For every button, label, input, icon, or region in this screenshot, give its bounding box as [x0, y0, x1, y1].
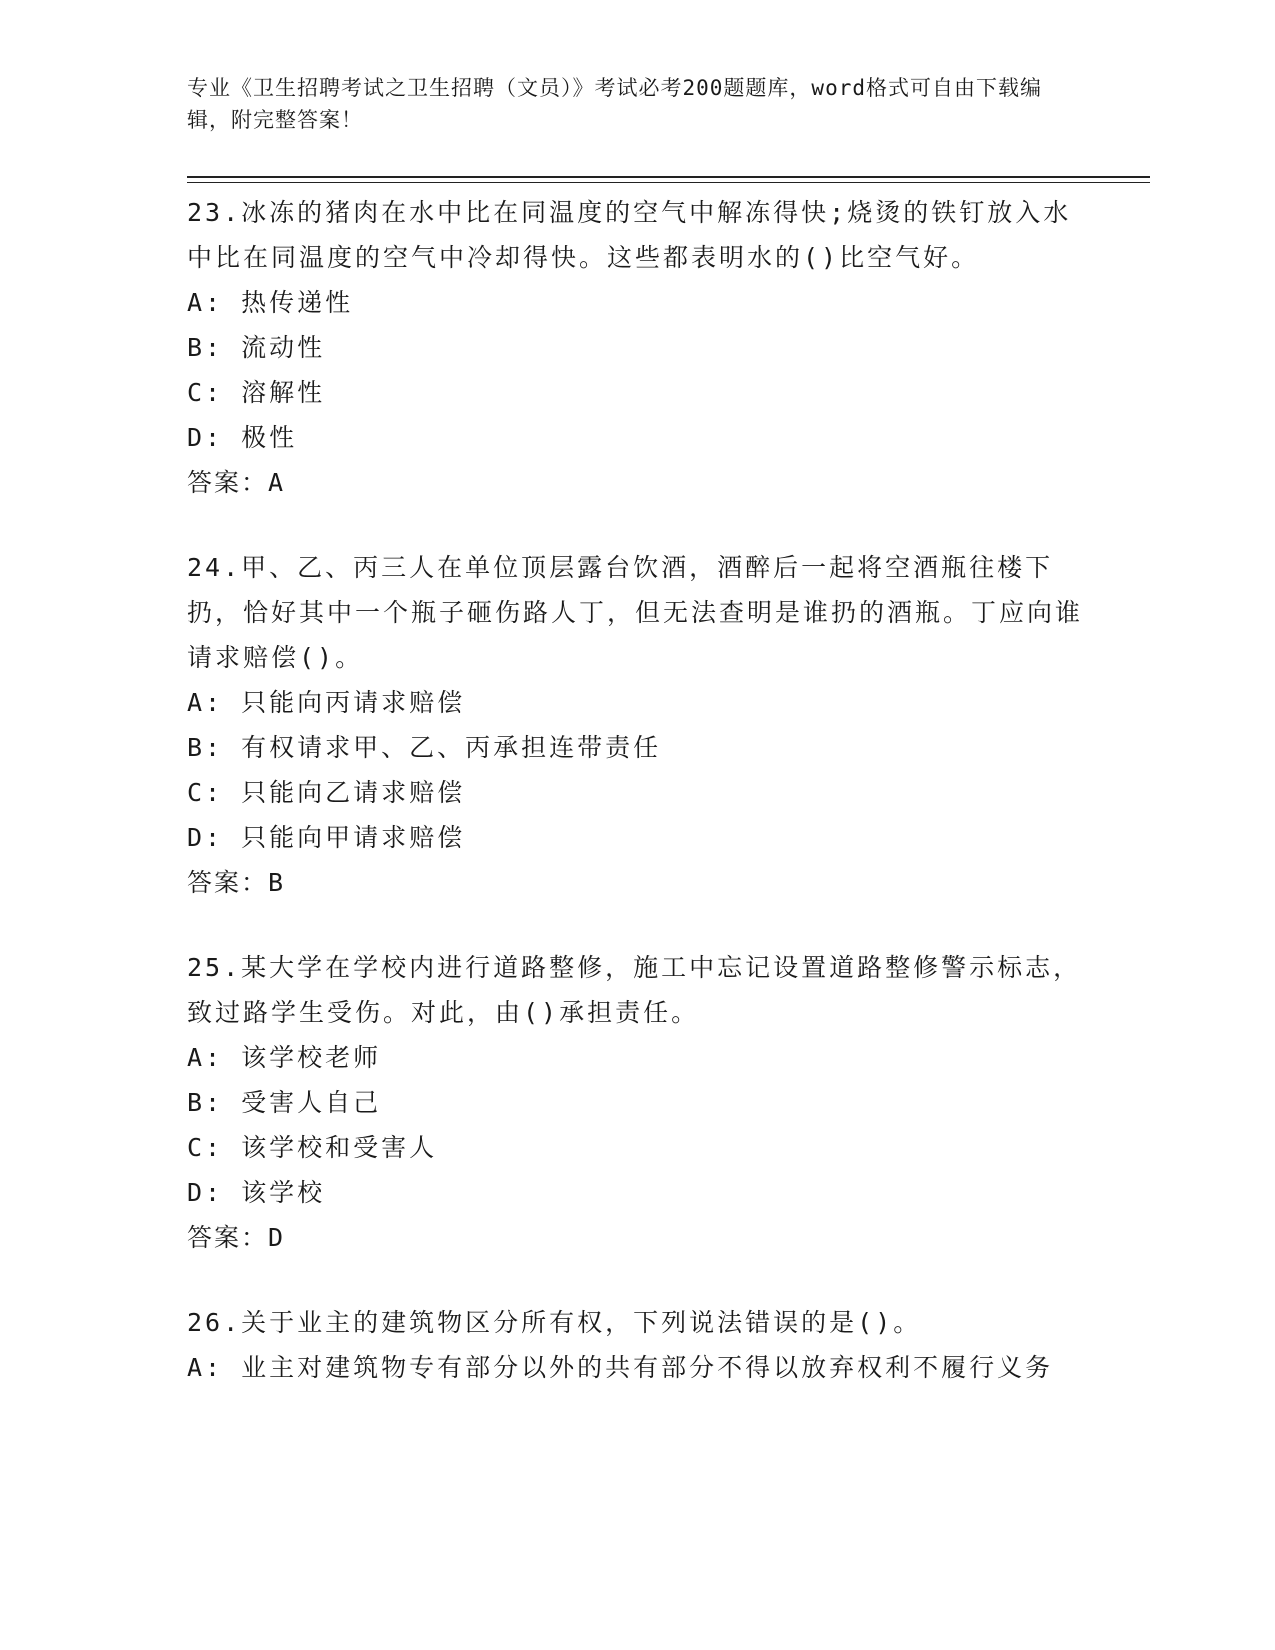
- question-25: [187, 945, 1087, 1260]
- option-a: A: 只能向丙请求赔偿: [187, 688, 466, 717]
- question-stem: 26.关于业主的建筑物区分所有权，下列说法错误的是()。: [187, 1308, 922, 1337]
- option-c: C: 该学校和受害人: [187, 1133, 438, 1162]
- option-d: D: 该学校: [187, 1178, 326, 1207]
- option-a: A: 热传递性: [187, 288, 354, 317]
- answer-line: 答案：A: [187, 468, 286, 497]
- option-a: A: 该学校老师: [187, 1043, 382, 1072]
- header-divider-thin: [187, 182, 1150, 183]
- question-stem: 25.某大学在学校内进行道路整修，施工中忘记设置道路整修警示标志，致过路学生受伤。对此，由()承担责任。: [187, 953, 1082, 1027]
- option-c: C: 只能向乙请求赔偿: [187, 778, 466, 807]
- question-stem: 24.甲、乙、丙三人在单位顶层露台饮酒，酒醉后一起将空酒瓶往楼下扔，恰好其中一个瓶子砸伤路人丁，但无法查明是谁扔的酒瓶。丁应向谁请求赔偿()。: [187, 553, 1084, 672]
- option-c: C: 溶解性: [187, 378, 326, 407]
- option-a: A: 业主对建筑物专有部分以外的共有部分不得以放弃权利不履行义务: [187, 1353, 1054, 1382]
- question-list: [187, 190, 1087, 1430]
- option-b: B: 有权请求甲、乙、丙承担连带责任: [187, 733, 662, 762]
- question-26: [187, 1300, 1087, 1390]
- option-d: D: 只能向甲请求赔偿: [187, 823, 466, 852]
- option-d: D: 极性: [187, 423, 298, 452]
- option-b: B: 受害人自己: [187, 1088, 382, 1117]
- answer-line: 答案：D: [187, 1223, 286, 1252]
- option-b: B: 流动性: [187, 333, 326, 362]
- document-header: 专业《卫生招聘考试之卫生招聘（文员）》考试必考200题题库，word格式可自由下载编辑，附完整答案！: [187, 76, 1042, 132]
- header-divider-thick: [187, 176, 1150, 178]
- answer-line: 答案：B: [187, 868, 286, 897]
- question-stem: 23.冰冻的猪肉在水中比在同温度的空气中解冻得快;烧烫的铁钉放入水中比在同温度的空气中冷却得快。这些都表明水的()比空气好。: [187, 198, 1072, 272]
- question-24: [187, 545, 1087, 905]
- question-23: [187, 190, 1087, 505]
